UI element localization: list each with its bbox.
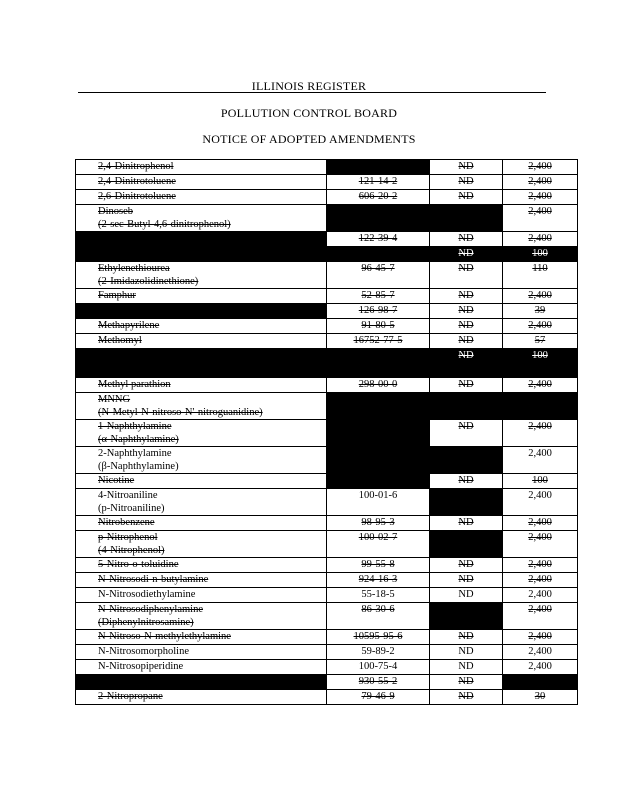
name-alias-text: (4-Nitrophenol) (98, 545, 165, 556)
cell-name (76, 690, 327, 705)
cas-text: 88-85-7 (361, 206, 395, 217)
cell-std (430, 289, 503, 304)
table-row (76, 474, 578, 489)
name-text: Isophorone (98, 305, 146, 316)
name-text: MNNG (98, 394, 131, 405)
cell-lim (503, 447, 578, 474)
lim-text: 2,400 (528, 676, 552, 687)
cell-name (76, 289, 327, 304)
name-text: N-Nitrosopiperidine (98, 661, 184, 672)
cas-text: 96-45-7 (361, 263, 395, 274)
std-text: ND (458, 263, 474, 274)
cell-std (430, 675, 503, 690)
cell-std (430, 319, 503, 334)
name-text: Methapyrilene (98, 320, 160, 331)
std-text: ND (458, 604, 474, 615)
cas-text: 81-29-6 (361, 248, 395, 259)
cell-lim (503, 531, 578, 558)
name-text: p-Nitrophenol (98, 532, 158, 543)
cell-cas (327, 232, 430, 247)
name-text: Methyl parathion (98, 379, 171, 390)
name-text: 2,6-Dinitrotoluene (98, 191, 176, 202)
lim-text: 2,400 (528, 646, 552, 657)
cas-text: 91-80-5 (361, 320, 395, 331)
cell-std (430, 190, 503, 205)
cell-name (76, 447, 327, 474)
lim-text: 2,400 (528, 206, 552, 217)
table-row (76, 232, 578, 247)
name-text: 2-Nitropropane (98, 691, 163, 702)
cell-lim (503, 232, 578, 247)
table-row (76, 334, 578, 349)
std-text: ND (458, 559, 474, 570)
table-row (76, 660, 578, 675)
table-row (76, 531, 578, 558)
std-text: ND (458, 305, 474, 316)
cell-lim (503, 175, 578, 190)
cell-std (430, 558, 503, 573)
cell-cas (327, 573, 430, 588)
lim-text: 39 (534, 305, 546, 316)
name-text: 5-Nitro-o-toluidine (98, 559, 179, 570)
cell-lim (503, 675, 578, 690)
table-row (76, 603, 578, 630)
table-row (76, 630, 578, 645)
lim-text: 2,400 (528, 421, 552, 432)
table-row (76, 675, 578, 690)
cell-cas (327, 160, 430, 175)
cell-lim (503, 190, 578, 205)
cell-cas (327, 447, 430, 474)
cas-text: 126-98-7 (358, 305, 398, 316)
cell-cas (327, 262, 430, 289)
std-text: ND (458, 676, 474, 687)
cell-name (76, 378, 327, 393)
cas-text: 100-01-6 (358, 490, 398, 501)
cell-std (430, 645, 503, 660)
cell-cas (327, 489, 430, 516)
table-row (76, 289, 578, 304)
name-text: Diphenylamine (98, 233, 163, 244)
lim-text: 2,400 (528, 161, 552, 172)
notice-title: NOTICE OF ADOPTED AMENDMENTS (202, 132, 416, 146)
cell-name (76, 588, 327, 603)
table-row (76, 420, 578, 447)
cell-lim (503, 645, 578, 660)
table-row (76, 645, 578, 660)
name-text: N-Nitrosodi-n-butylamine (98, 574, 209, 585)
name-alias-text: (β-Naphthylamine) (98, 461, 179, 472)
cell-lim (503, 489, 578, 516)
table-row (76, 690, 578, 705)
lim-text: 2,400 (528, 532, 552, 543)
cell-name (76, 573, 327, 588)
cell-cas (327, 247, 430, 262)
cell-name (76, 262, 327, 289)
cell-std (430, 630, 503, 645)
std-text: ND (458, 233, 474, 244)
cell-cas (327, 349, 430, 378)
lim-text: 2,400 (528, 490, 552, 501)
lim-text: 2,400 (528, 517, 552, 528)
cell-lim (503, 393, 578, 420)
cell-cas (327, 393, 430, 420)
cas-text: 75-86-5 (361, 350, 395, 361)
name-alias-text: (Diphenylnitrosamine) (98, 617, 194, 628)
lim-text: 2,400 (528, 379, 552, 390)
std-text: ND (458, 161, 474, 172)
cell-cas (327, 558, 430, 573)
std-text: ND (458, 448, 474, 459)
table-row (76, 160, 578, 175)
cell-lim (503, 630, 578, 645)
cell-lim (503, 160, 578, 175)
name-text: Nicotine (98, 475, 135, 486)
cell-cas (327, 304, 430, 319)
lim-text: 2,400 (528, 661, 552, 672)
cas-text: 121-14-2 (358, 176, 398, 187)
cell-std (430, 660, 503, 675)
cell-lim (503, 558, 578, 573)
cell-name (76, 247, 327, 262)
cell-name (76, 558, 327, 573)
cell-cas (327, 289, 430, 304)
cell-cas (327, 630, 430, 645)
cell-lim (503, 334, 578, 349)
cell-name (76, 190, 327, 205)
cas-text: 298-00-0 (358, 379, 398, 390)
cell-std (430, 531, 503, 558)
std-text: ND (458, 335, 474, 346)
cell-name (76, 334, 327, 349)
name-alias-text: (2-sec-Butyl-4,6-dinitrophenol) (98, 219, 231, 230)
cas-text: 51-28-5 (361, 161, 395, 172)
table-row (76, 304, 578, 319)
cell-cas (327, 205, 430, 232)
cell-std (430, 474, 503, 489)
std-text: ND (458, 475, 474, 486)
name-text: 2,4-Dinitrophenol (98, 161, 174, 172)
lim-text: 2,400 (528, 290, 552, 301)
cell-lim (503, 289, 578, 304)
cas-text: 52-85-7 (361, 290, 395, 301)
cell-cas (327, 690, 430, 705)
cell-cas (327, 531, 430, 558)
name-text: N-Nitrosodiethylamine (98, 589, 196, 600)
name-text: Disulfoton (98, 248, 143, 259)
cell-lim (503, 304, 578, 319)
cell-name (76, 645, 327, 660)
cell-lim (503, 573, 578, 588)
cell-lim (503, 319, 578, 334)
lim-text: 110 (532, 263, 548, 274)
lim-text: 2,400 (528, 448, 552, 459)
cell-name (76, 603, 327, 630)
name-text: 2-Naphthylamine (98, 448, 172, 459)
table-row (76, 190, 578, 205)
name-alias-text: (α-Naphthylamine) (98, 434, 179, 445)
table-row (76, 247, 578, 262)
lim-text: 2,400 (528, 574, 552, 585)
cell-name (76, 393, 327, 420)
table-row (76, 573, 578, 588)
cas-text: 100-75-4 (358, 661, 398, 672)
cell-lim (503, 420, 578, 447)
table-row (76, 205, 578, 232)
cell-cas (327, 588, 430, 603)
name-text: 4-Nitroaniline (98, 490, 158, 501)
cell-cas (327, 334, 430, 349)
lim-text: 2,400 (528, 631, 552, 642)
cell-cas (327, 175, 430, 190)
table-row (76, 349, 578, 378)
cas-text: 86-30-6 (361, 604, 395, 615)
cell-name (76, 489, 327, 516)
name-text: Nitrobenzene (98, 517, 155, 528)
cas-text: 59-89-2 (361, 646, 395, 657)
register-title: ILLINOIS REGISTER (251, 79, 367, 93)
name-text: 2,4-Dinitrotoluene (98, 176, 176, 187)
cell-name (76, 232, 327, 247)
board-title: POLLUTION CONTROL BOARD (220, 106, 398, 120)
cas-text: 606-20-2 (358, 191, 398, 202)
table-row (76, 588, 578, 603)
std-text: ND (458, 206, 474, 217)
cell-std (430, 393, 503, 420)
cell-std (430, 247, 503, 262)
cell-lim (503, 660, 578, 675)
cell-cas (327, 474, 430, 489)
cell-name (76, 420, 327, 447)
cell-name (76, 175, 327, 190)
cell-cas (327, 378, 430, 393)
lim-text: 2,400 (528, 559, 552, 570)
cell-name (76, 160, 327, 175)
name-text: Famphur (98, 290, 136, 301)
std-text: ND (458, 394, 474, 405)
cell-cas (327, 660, 430, 675)
name-text: Methomyl (98, 335, 142, 346)
cell-name (76, 304, 327, 319)
name-alias-text: (N-Metyl-N-nitroso-N'-nitroguanidine) (98, 407, 263, 418)
cell-name (76, 516, 327, 531)
std-text: ND (458, 290, 474, 301)
cell-std (430, 447, 503, 474)
std-text: ND (458, 490, 474, 501)
table-row (76, 319, 578, 334)
cell-lim (503, 205, 578, 232)
cas-text: 134-32-7 (358, 421, 398, 432)
cas-text: 54-11-5 (361, 475, 395, 486)
std-text: ND (458, 589, 474, 600)
cell-lim (503, 516, 578, 531)
cell-std (430, 349, 503, 378)
std-text: ND (458, 574, 474, 585)
cas-text: 70-25-7 (361, 394, 395, 405)
name-text: N-Nitrosodiphenylamine (98, 604, 203, 615)
cell-lim (503, 474, 578, 489)
cell-std (430, 232, 503, 247)
cas-text: 930-55-2 (358, 676, 398, 687)
cell-std (430, 603, 503, 630)
name-text: N-Nitrosopyrrolidine (98, 676, 188, 687)
cell-name (76, 349, 327, 378)
cell-std (430, 160, 503, 175)
lim-text: 30 (534, 691, 546, 702)
table-row (76, 393, 578, 420)
cas-text: 98-95-3 (361, 517, 395, 528)
name-text: Methyl parathion (98, 350, 171, 361)
cell-lim (503, 588, 578, 603)
cell-std (430, 334, 503, 349)
cell-lim (503, 349, 578, 378)
table-row (76, 175, 578, 190)
cas-text: 100-02-7 (358, 532, 398, 543)
cell-std (430, 262, 503, 289)
lim-text: 100 (532, 475, 548, 486)
std-text: ND (458, 379, 474, 390)
cell-std (430, 304, 503, 319)
header-rule (78, 92, 546, 93)
cell-name (76, 531, 327, 558)
std-text: ND (458, 421, 474, 432)
cell-name (76, 660, 327, 675)
cell-std (430, 516, 503, 531)
cell-name (76, 205, 327, 232)
std-text: ND (458, 176, 474, 187)
std-text: ND (458, 517, 474, 528)
std-text: ND (458, 661, 474, 672)
cell-name (76, 630, 327, 645)
constituent-table (75, 159, 578, 705)
table-row (76, 516, 578, 531)
cas-text: 55-18-5 (361, 589, 395, 600)
cas-text: 79-46-9 (361, 691, 395, 702)
name-text: N-Nitroso-N-methylethylamine (98, 631, 231, 642)
std-text: ND (458, 646, 474, 657)
cell-cas (327, 420, 430, 447)
cell-std (430, 420, 503, 447)
lim-text: 100 (532, 350, 548, 361)
lim-text: 2,400 (528, 191, 552, 202)
cas-text: 91-59-8 (361, 448, 395, 459)
cell-cas (327, 516, 430, 531)
cell-cas (327, 603, 430, 630)
std-text: ND (458, 631, 474, 642)
cell-std (430, 378, 503, 393)
std-text: ND (458, 350, 474, 361)
table-row (76, 558, 578, 573)
cell-name (76, 474, 327, 489)
cas-text: 10595-95-6 (353, 631, 403, 642)
name-text: 1-Naphthylamine (98, 421, 172, 432)
lim-text: 2,400 (528, 233, 552, 244)
lim-text: 57 (534, 335, 546, 346)
lim-text: 100 (532, 248, 548, 259)
cell-name (76, 319, 327, 334)
cas-text: 99-55-8 (361, 559, 395, 570)
cell-lim (503, 262, 578, 289)
name-text: N-Nitrosomorpholine (98, 646, 189, 657)
std-text: ND (458, 320, 474, 331)
table-row (76, 262, 578, 289)
lim-text: 2,400 (528, 604, 552, 615)
cell-cas (327, 645, 430, 660)
cell-lim (503, 247, 578, 262)
cell-std (430, 205, 503, 232)
std-text: ND (458, 532, 474, 543)
cell-std (430, 489, 503, 516)
cell-cas (327, 675, 430, 690)
cell-std (430, 573, 503, 588)
cell-std (430, 175, 503, 190)
cell-cas (327, 190, 430, 205)
std-text: ND (458, 191, 474, 202)
name-text: Ethylenethiourea (98, 263, 170, 274)
cas-text: 924-16-3 (358, 574, 398, 585)
cell-lim (503, 603, 578, 630)
std-text: ND (458, 248, 474, 259)
lim-text: 2,400 (528, 176, 552, 187)
cell-std (430, 588, 503, 603)
lim-text: 110 (532, 394, 548, 405)
table-row (76, 378, 578, 393)
std-text: ND (458, 691, 474, 702)
cas-text: 16752-77-5 (353, 335, 403, 346)
cas-text: 122-39-4 (358, 233, 398, 244)
name-text: Dinoseb (98, 206, 133, 217)
name-alias-text: (p-Nitroaniline) (98, 503, 165, 514)
name-alias-text: (2-Imidazolidinethione) (98, 276, 199, 287)
cell-std (430, 690, 503, 705)
cell-cas (327, 319, 430, 334)
lim-text: 2,400 (528, 589, 552, 600)
cell-lim (503, 690, 578, 705)
table-row (76, 447, 578, 474)
table-row (76, 489, 578, 516)
cell-lim (503, 378, 578, 393)
lim-text: 2,400 (528, 320, 552, 331)
cell-name (76, 675, 327, 690)
